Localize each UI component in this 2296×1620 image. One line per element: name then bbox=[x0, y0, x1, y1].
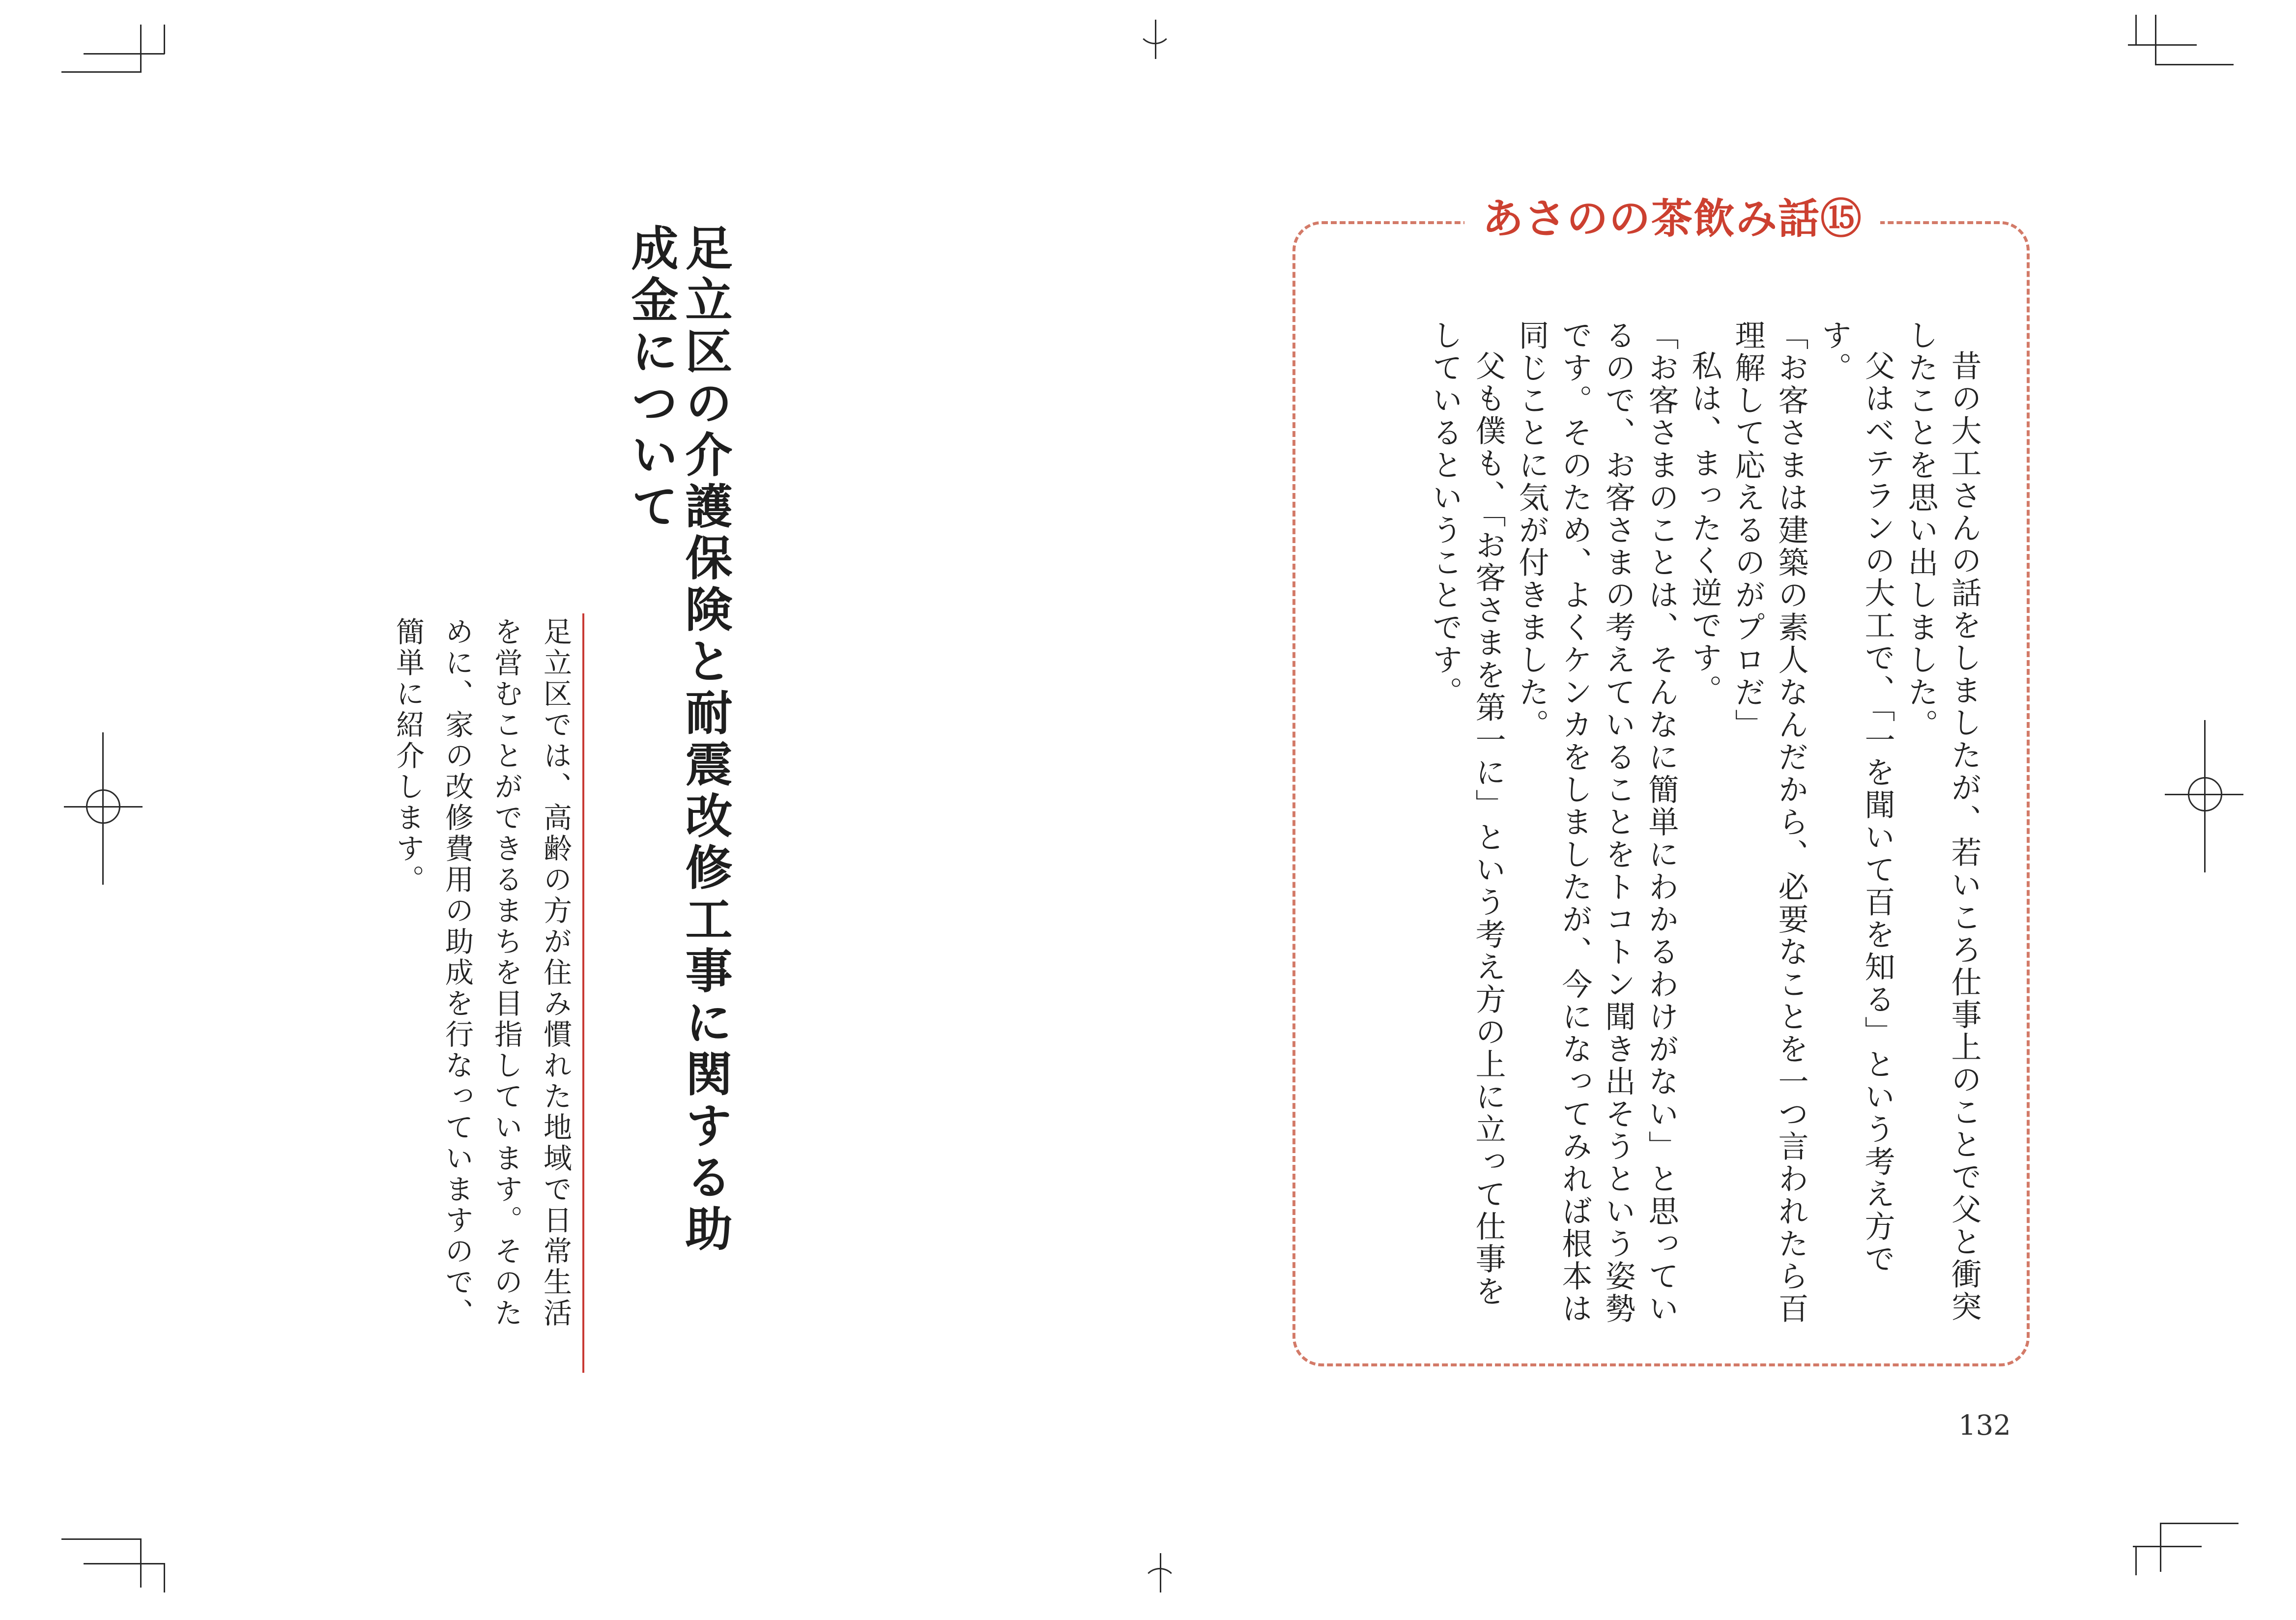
sidebar-paragraph: 父も僕も、「お客さまを第一に」という考え方の上に立って仕事をしているということです。 bbox=[1427, 319, 1506, 1308]
sidebar-paragraph: 父はベテランの大工で、「一を聞いて百を知る」という考え方です。 bbox=[1816, 319, 1895, 1275]
sidebar-paragraph: 「お客さまは建築の素人なんだから、必要なことを一つ言われたら百理解して応えるのがプロだ」 bbox=[1730, 319, 1809, 1325]
heading-rule bbox=[582, 613, 584, 1373]
sidebar-paragraph: 私は、まったく逆です。 bbox=[1687, 350, 1722, 707]
sidebar-title: あさのの茶飲み話⑮ bbox=[1464, 192, 1880, 246]
sidebar-body bbox=[1327, 319, 1985, 1332]
section-lead: 足立区では、高齢の方が住み慣れた地域で日常生活を営むことができるまちを目指しています。そのために、家の改修費用の助成を行なっていますので、簡単に紹介します。 bbox=[391, 617, 572, 1329]
page-number: 132 bbox=[1958, 1410, 2011, 1442]
section-heading: 足立区の介護保険と耐震改修工事に関する助成金について bbox=[624, 224, 733, 1256]
sidebar-paragraph: 「お客さまのことは、そんなに簡単にわかるわけがない」と思っているので、お客さまの考えていることをトコトン聞き出そうという姿勢です。そのため、よくケンカをしましたが、今になってみれば根本は同じことに気が付きました。 bbox=[1514, 319, 1679, 1325]
sidebar-paragraph: 昔の大工さんの話をしましたが、若いころ仕事上のことで父と衝突したことを思い出しました。 bbox=[1903, 319, 1982, 1323]
